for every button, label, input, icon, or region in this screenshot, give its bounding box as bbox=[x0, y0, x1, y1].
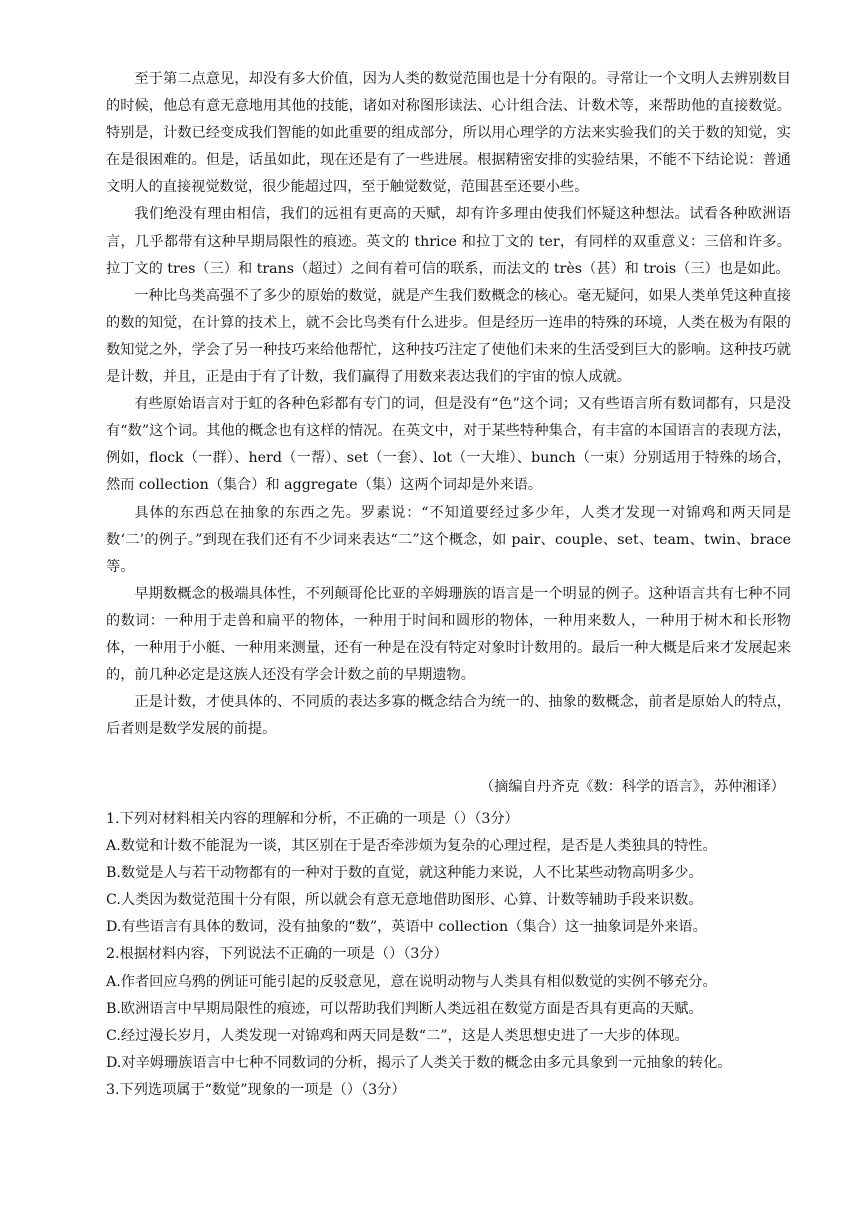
passage-paragraph: 我们绝没有理由相信，我们的远祖有更高的天赋，却有许多理由使我们怀疑这种想法。试看各种欧洲语言，几乎都带有这种早期局限性的痕迹。英文的 thrice 和拉丁文的 ter，有同样的双重意义：三倍和许多。拉丁文的 tres（三）和 trans（超过）之间有着可信的联系，而法文的 très（甚）和 trois（三）也是如此。 bbox=[106, 206, 791, 277]
question-2-option-a: A.作者回应乌鸦的例证可能引起的反驳意见，意在说明动物与人类具有相似数觉的实例不够充分。 bbox=[106, 973, 717, 990]
question-3-stem: 3.下列选项属于“数觉”现象的一项是（）（3分） bbox=[106, 1081, 406, 1098]
passage-paragraph: 具体的东西总在抽象的东西之先。罗素说：“不知道要经过多少年，人类才发现一对锦鸡和两天同是数‘二’的例子。”到现在我们还有不少词来表达“二”这个概念，如 pair、couple、set、team、twin、brace 等。 bbox=[106, 504, 791, 575]
question-1-option-c: C.人类因为数觉范围十分有限，所以就会有意无意地借助图形、心算、计数等辅助手段来识数。 bbox=[106, 892, 703, 909]
question-1-option-a: A.数觉和计数不能混为一谈，其区别在于是否牵涉烦为复杂的心理过程，是否是人类独具的特性。 bbox=[106, 838, 717, 855]
question-2-option-d: D.对辛姆珊族语言中七种不同数词的分析，揭示了人类关于数的概念由多元具象到一元抽象的转化。 bbox=[106, 1054, 732, 1071]
question-2-stem: 2.根据材料内容，下列说法不正确的一项是（）（3分） bbox=[106, 946, 448, 963]
question-1-option-b: B.数觉是人与若干动物都有的一种对于数的直觉，就这种能力来说，人不比某些动物高明多少。 bbox=[106, 865, 703, 882]
passage-paragraph: 有些原始语言对于虹的各种色彩都有专门的词，但是没有“色”这个词；又有些语言所有数词都有，只是没有“数”这个词。其他的概念也有这样的情况。在英文中，对于某些特种集合，有丰富的本国语言的表现方法，例如，flock（一群）、herd（一帮）、set（一套）、lot（一大堆）、bunch（一束）分别适用于特殊的场合，然而 collection（集合）和 aggregate（集）这两个词却是外来语。 bbox=[106, 396, 791, 494]
question-1-option-d: D.有些语言有具体的数词，没有抽象的“数”，英语中 collection（集合）这一抽象词是外来语。 bbox=[106, 919, 707, 936]
question-1-stem: 1.下列对材料相关内容的理解和分析，不正确的一项是（）（3分） bbox=[106, 811, 519, 827]
questions-section bbox=[106, 806, 796, 1104]
question-2-option-c: C.经过漫长岁月，人类发现一对锦鸡和两天同是数“二”，这是人类思想史进了一大步的体现。 bbox=[106, 1027, 689, 1044]
passage-paragraph: 一种比鸟类高强不了多少的原始的数觉，就是产生我们数概念的核心。毫无疑问，如果人类单凭这种直接的数的知觉，在计算的技术上，就不会比鸟类有什么进步。但是经历一连串的特殊的环境，人类在极为有限的数知觉之外，学会了另一种技巧来给他帮忙，这种技巧注定了使他们未来的生活受到巨大的影响。这种技巧就是计数，并且，正是由于有了计数，我们赢得了用数来表达我们的宇宙的惊人成就。 bbox=[106, 287, 791, 386]
passage-paragraph: 至于第二点意见，却没有多大价值，因为人类的数觉范围也是十分有限的。寻常让一个文明人去辨别数目的时候，他总有意无意地用其他的技能，诸如对称图形读法、心计组合法、计数术等，来帮助他的直接数觉。特别是，计数已经变成我们智能的如此重要的组成部分，所以用心理学的方法来实验我们的关于数的知觉，实在是很困难的。但是，话虽如此，现在还是有了一些进展。根据精密安排的实验结果，不能不下结论说：普通文明人的直接视觉数觉，很少能超过四，至于触觉数觉，范围甚至还要小些。 bbox=[106, 71, 791, 196]
source-citation: （摘编自丹齐克《数：科学的语言》，苏仲湘译） bbox=[479, 779, 785, 795]
reading-passage bbox=[106, 66, 791, 743]
question-2-option-b: B.欧洲语言中早期局限性的痕迹，可以帮助我们判断人类远祖在数觉方面是否具有更高的天赋。 bbox=[106, 1000, 703, 1017]
passage-paragraph: 正是计数，才使具体的、不同质的表达多寡的概念结合为统一的、抽象的数概念，前者是原始人的特点，后者则是数学发展的前提。 bbox=[106, 694, 791, 738]
passage-paragraph: 早期数概念的极端具体性，不列颠哥伦比亚的辛姆珊族的语言是一个明显的例子。这种语言共有七种不同的数词：一种用于走兽和扁平的物体，一种用于时间和圆形的物体，一种用来数人，一种用于树木和长形物体，一种用于小艇、一种用来测量，还有一种是在没有特定对象时计数用的。最后一种大概是后来才发展起来的，前几种必定是这族人还没有学会计数之前的早期遗物。 bbox=[106, 585, 791, 684]
